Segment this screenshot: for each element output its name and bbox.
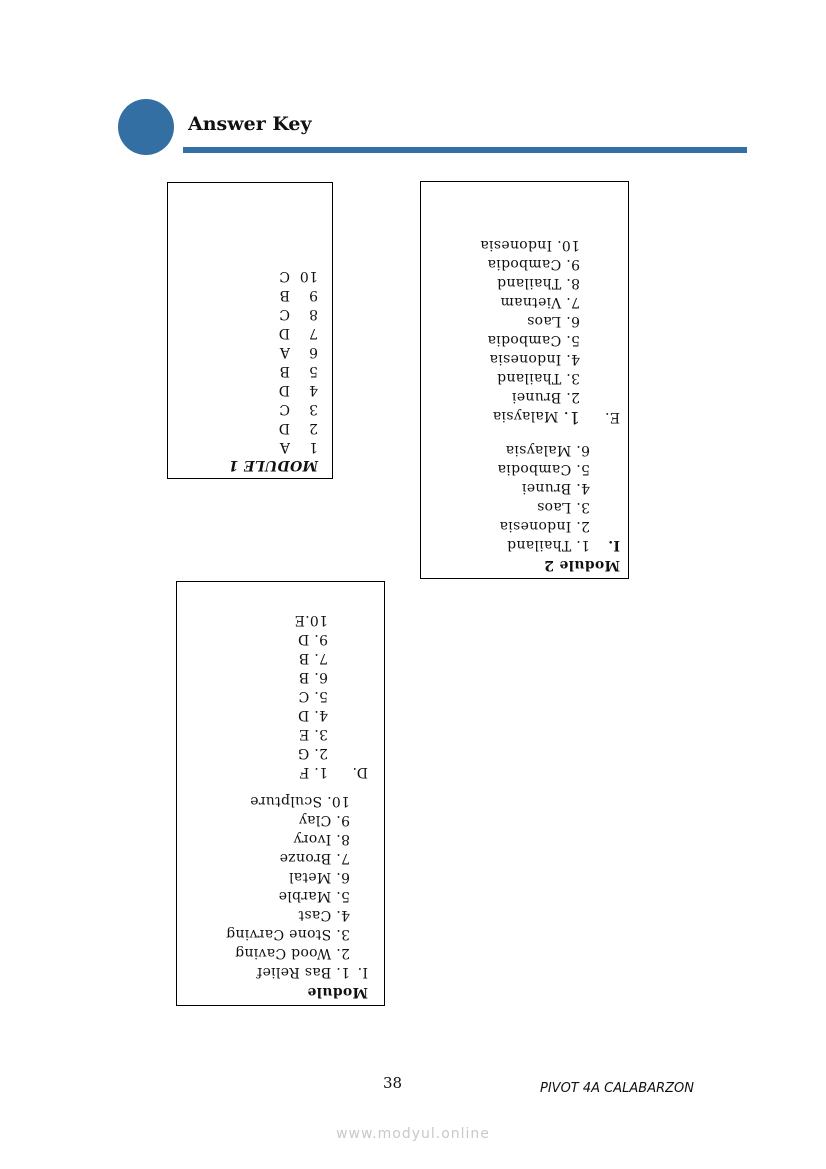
answer-item: 3. Stone Carving (225, 926, 350, 942)
answer-item: 8. Ivory (293, 831, 350, 847)
answer-number: 4 (308, 382, 318, 398)
answer-item: 5. Marble (278, 888, 350, 904)
answer-item: 5. Cambodia (487, 332, 580, 348)
answer-item: 1. Bas Relief (256, 964, 350, 980)
answer-item: 1. F (299, 764, 328, 780)
answer-item: 6. Malaysia (505, 442, 590, 458)
answer-letter: D (278, 420, 290, 436)
answer-row (279, 305, 318, 323)
answer-number: 5 (308, 363, 318, 379)
answer-item: 3. Thailand (496, 370, 580, 386)
module-2-part-e-first-answer: Malaysia (492, 408, 559, 424)
answer-row (280, 343, 318, 361)
answer-letter: B (279, 287, 290, 303)
answer-item: 9. Clay (298, 812, 350, 828)
answer-item: 6. B (298, 669, 328, 685)
answer-item: 7. B (298, 650, 328, 666)
answer-row (278, 381, 318, 399)
answer-letter: C (278, 306, 290, 322)
module-3-part-1-label: I. (357, 964, 368, 980)
answer-letter: A (279, 344, 290, 360)
answer-item: 4. Cast (298, 907, 350, 923)
answer-letter: C (278, 268, 290, 284)
header-circle-icon (118, 99, 174, 155)
answer-row (279, 362, 318, 380)
answer-letter: B (279, 363, 290, 379)
answer-number: 7 (308, 325, 318, 341)
answer-row (279, 267, 318, 285)
answer-number: 9 (308, 287, 318, 303)
page-title: Answer Key (188, 113, 312, 135)
module-2-answer-box (420, 181, 629, 579)
answer-number: 2 (308, 420, 318, 436)
module-3-part-d-label: D. (352, 764, 368, 780)
module-2-heading: Module 2 (543, 557, 620, 573)
answer-item: 2. Wood Caving (234, 945, 350, 961)
answer-number: 3 (308, 401, 318, 417)
answer-item: 7. Vietnam (500, 294, 580, 310)
answer-number: 8 (308, 306, 318, 322)
answer-item: 6. Laos (526, 313, 580, 329)
page-number: 38 (383, 1074, 403, 1092)
answer-item: 7. Bronze (279, 850, 350, 866)
answer-item: 2. G (297, 745, 328, 761)
answer-number: 10 (299, 268, 318, 284)
answer-letter: D (278, 325, 290, 341)
watermark: www.modyul.online (336, 1126, 490, 1142)
module-1-answer-box (167, 182, 333, 479)
answer-row (279, 286, 318, 304)
module-1-heading: MODULE 1 (228, 457, 318, 473)
answer-row (280, 438, 318, 456)
answer-item: 1. Thailand (506, 537, 590, 553)
answer-item: 5. Cambodia (497, 461, 590, 477)
module-2-part-e-label: E. (604, 409, 620, 425)
answer-number: 1 (308, 439, 318, 455)
publisher-label: PIVOT 4A CALABARZON (540, 1081, 694, 1096)
module-3-heading: Module (307, 984, 368, 1000)
answer-item: 10. Sculpture (249, 793, 350, 809)
answer-row (278, 324, 318, 342)
module-2-part-e-first-num: 1. (563, 407, 580, 427)
answer-item: 8. Thailand (496, 275, 580, 291)
answer-letter: D (278, 382, 290, 398)
module-2-part-1-label: I. (607, 537, 620, 553)
answer-item: 4. D (297, 707, 328, 723)
answer-item: 2. Indonesia (499, 518, 590, 534)
answer-item: 4. Brunei (521, 480, 590, 496)
answer-item: 9. Cambodia (487, 256, 580, 272)
title-underline (183, 147, 747, 153)
answer-item: 10. Indonesia (480, 237, 580, 253)
answer-letter: A (279, 439, 290, 455)
answer-item: 4. Indonesia (489, 351, 580, 367)
answer-item: 9. D (297, 631, 328, 647)
answer-letter: C (278, 401, 290, 417)
answer-number: 6 (308, 344, 318, 360)
answer-item: 3. E (298, 726, 328, 742)
answer-row (279, 400, 318, 418)
module-3-answer-box (176, 581, 385, 1006)
answer-row (278, 419, 318, 437)
answer-item: 2. Brunei (511, 389, 580, 405)
module-2-part-e-first (493, 407, 580, 426)
answer-item: 6. Metal (288, 869, 350, 885)
answer-item: 5. C (298, 688, 328, 704)
answer-item: 3. Laos (536, 499, 590, 515)
answer-item: 10.E (294, 612, 328, 628)
